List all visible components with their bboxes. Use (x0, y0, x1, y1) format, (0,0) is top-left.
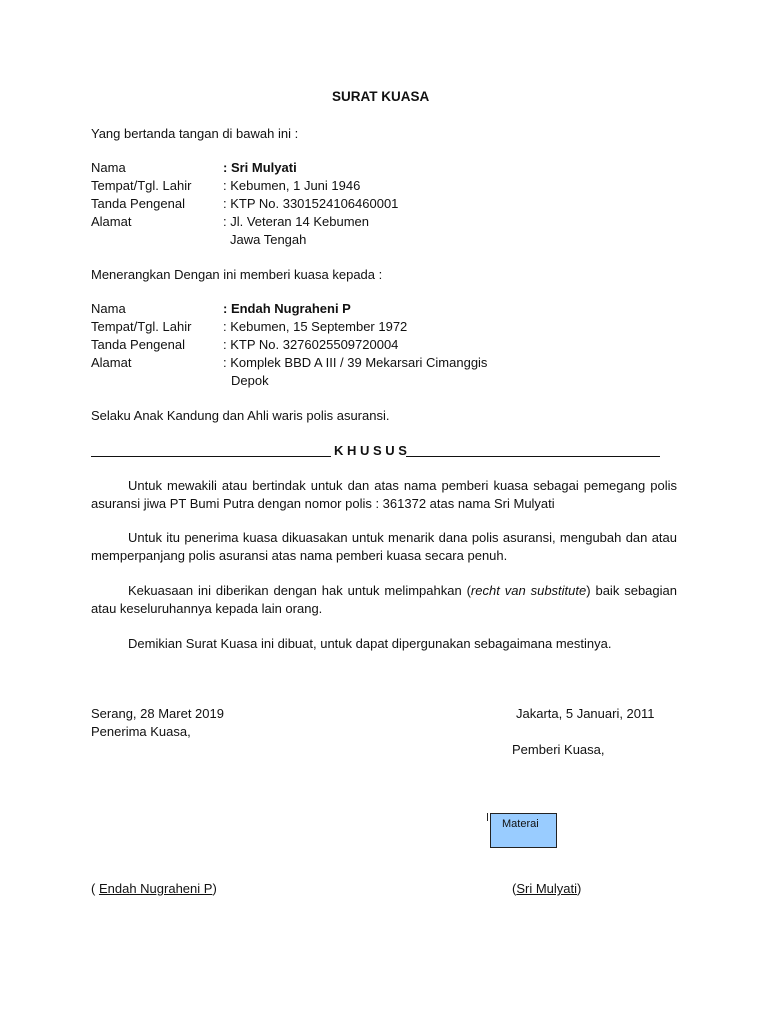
grantor-name-label: Nama (91, 160, 126, 175)
statement-text: Menerangkan Dengan ini memberi kuasa kepada : (91, 267, 383, 282)
stamp-mark (487, 813, 488, 821)
grantee-id-value: : KTP No. 3276025509720004 (223, 337, 399, 352)
grantee-birth-label: Tempat/Tgl. Lahir (91, 319, 192, 334)
grantee-id-label: Tanda Pengenal (91, 337, 185, 352)
document-title: SURAT KUASA (332, 89, 430, 104)
grantee-address-line2: Depok (231, 373, 269, 388)
paragraph-1-text: Untuk mewakili atau bertindak untuk dan atas nama pemberi kuasa sebagai pemegang polis asuransi jiwa PT Bumi Putra dengan nomor polis : 361372 atas nama Sri Mulyati (91, 478, 677, 511)
paragraph-3 (91, 582, 677, 618)
grantee-name-label: Nama (91, 301, 126, 316)
grantee-address-value: : Komplek BBD A III / 39 Mekarsari Cimanggis (223, 355, 488, 370)
grantor-address-label: Alamat (91, 214, 132, 229)
materai-stamp-box (490, 813, 557, 848)
grantee-birth-value: : Kebumen, 15 September 1972 (223, 319, 408, 334)
grantor-id-value: : KTP No. 3301524106460001 (223, 196, 399, 211)
paragraph-4 (91, 635, 677, 653)
right-paren-close: ) (577, 881, 582, 896)
paragraph-3-italic: recht van substitute (470, 583, 587, 598)
right-signatory (512, 880, 581, 898)
grantee-name-value: : Endah Nugraheni P (223, 301, 351, 316)
paragraph-4-text: Demikian Surat Kuasa ini dibuat, untuk dapat dipergunakan sebagaimana mestinya. (128, 636, 612, 651)
khusus-right-line (406, 456, 660, 457)
grantor-birth-value: : Kebumen, 1 Juni 1946 (223, 178, 361, 193)
left-place-date: Serang, 28 Maret 2019 (91, 706, 224, 721)
right-signatory-name: Sri Mulyati (516, 881, 578, 896)
relation-text: Selaku Anak Kandung dan Ahli waris polis asuransi. (91, 408, 390, 423)
grantor-birth-label: Tempat/Tgl. Lahir (91, 178, 192, 193)
left-role: Penerima Kuasa, (91, 724, 191, 739)
grantor-address-value: : Jl. Veteran 14 Kebumen (223, 214, 369, 229)
paragraph-2-text: Untuk itu penerima kuasa dikuasakan untuk menarik dana polis asuransi, mengubah dan atau memperpanjang polis asuransi atas nama pemberi kuasa secara penuh. (91, 530, 677, 563)
paragraph-1 (91, 477, 677, 513)
left-signatory (91, 880, 217, 898)
materai-label: Materai (502, 818, 539, 830)
left-paren-open: ( (91, 881, 99, 896)
grantor-address-line2: Jawa Tengah (230, 232, 307, 247)
grantor-name-value: : Sri Mulyati (223, 160, 297, 175)
right-role: Pemberi Kuasa, (512, 742, 605, 757)
left-signatory-name: Endah Nugraheni P (98, 881, 213, 896)
grantor-id-label: Tanda Pengenal (91, 196, 185, 211)
paragraph-3-text-a: Kekuasaan ini diberikan dengan hak untuk melimpahkan ( (128, 583, 471, 598)
intro-text: Yang bertanda tangan di bawah ini : (91, 126, 299, 141)
right-place-date: Jakarta, 5 Januari, 2011 (516, 706, 655, 721)
paragraph-2 (91, 529, 677, 565)
left-paren-close: ) (212, 881, 217, 896)
grantee-address-label: Alamat (91, 355, 132, 370)
right-paren-open: ( (512, 881, 517, 896)
paragraph-3-text-b: ) baik sebagian atau keseluruhannya kepada lain orang. (91, 583, 677, 616)
khusus-left-line (91, 456, 331, 457)
khusus-heading: K H U S U S (334, 443, 407, 458)
